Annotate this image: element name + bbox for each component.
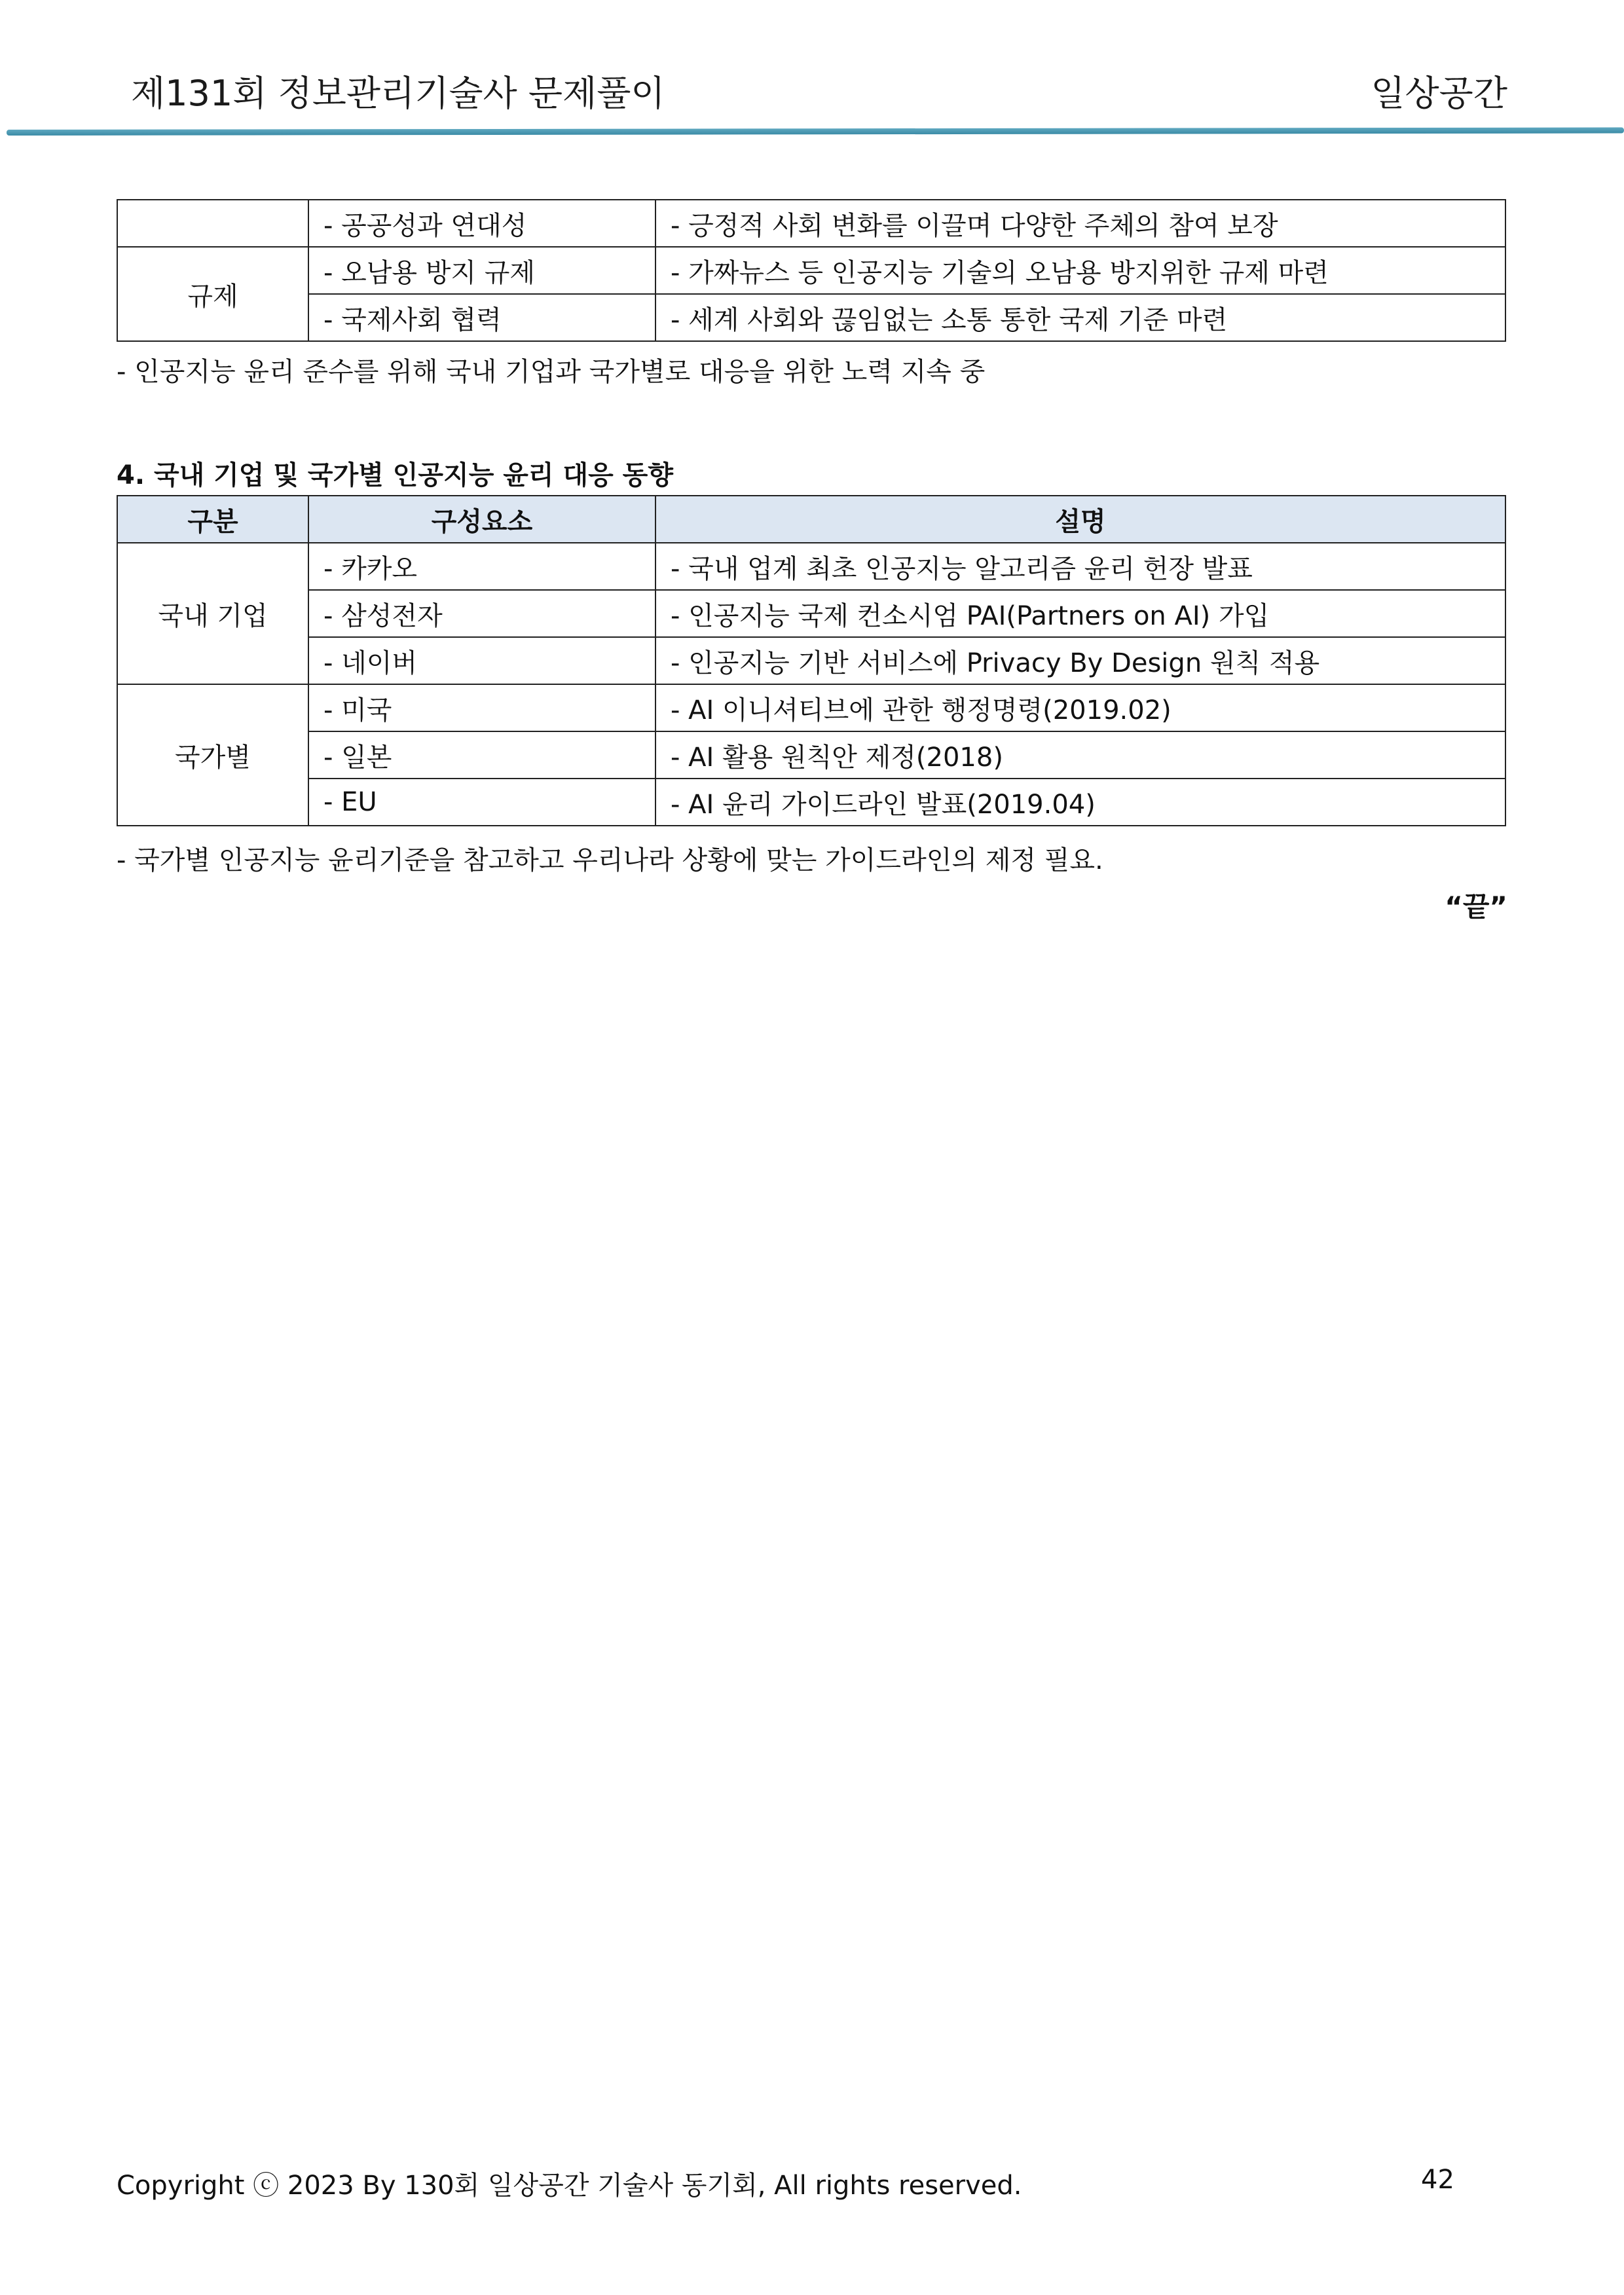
item-cell: - 일본 [308,731,655,779]
header-component: 구성요소 [308,496,655,543]
desc-cell: - 국내 업계 최초 인공지능 알고리즘 윤리 헌장 발표 [655,543,1505,590]
category-cell-country: 국가별 [117,684,308,826]
table-row [117,731,1505,779]
note-paragraph: - 국가별 인공지능 윤리기준을 참고하고 우리나라 상황에 맞는 가이드라인의 제정 필요. [117,845,1103,875]
category-cell: 규제 [117,247,308,341]
header-title: 제131회 정보관리기술사 문제풀이 [131,73,665,114]
table-row [117,590,1505,637]
header-divider [7,128,1624,136]
ai-ethics-trend-table [117,495,1506,826]
desc-cell: - 가짜뉴스 등 인공지능 기술의 오남용 방지위한 규제 마련 [655,247,1505,294]
category-cell-empty [117,200,308,247]
desc-cell: - 긍정적 사회 변화를 이끌며 다양한 주체의 참여 보장 [655,200,1505,247]
desc-cell: - AI 윤리 가이드라인 발표(2019.04) [655,779,1505,826]
item-cell: - 카카오 [308,543,655,590]
item-cell: - 오남용 방지 규제 [308,247,655,294]
desc-cell: - AI 활용 원칙안 제정(2018) [655,731,1505,779]
table-row [117,247,1505,294]
desc-cell: - 세계 사회와 끊임없는 소통 통한 국제 기준 마련 [655,294,1505,341]
item-cell: - 미국 [308,684,655,731]
item-cell: - 공공성과 연대성 [308,200,655,247]
item-cell: - 삼성전자 [308,590,655,637]
desc-cell: - 인공지능 기반 서비스에 Privacy By Design 원칙 적용 [655,637,1505,684]
item-cell: - 네이버 [308,637,655,684]
desc-cell: - AI 이니셔티브에 관한 행정명령(2019.02) [655,684,1505,731]
category-cell-domestic: 국내 기업 [117,543,308,684]
regulation-table [117,199,1506,342]
table-header-row [117,496,1505,543]
item-cell: - 국제사회 협력 [308,294,655,341]
header-brand: 일상공간 [1371,73,1507,114]
header-description: 설명 [655,496,1505,543]
footer-page-number: 42 [1421,2165,1454,2195]
header-category: 구분 [117,496,308,543]
table-row [117,294,1505,341]
table-row [117,779,1505,826]
table-row [117,684,1505,731]
table-row [117,543,1505,590]
item-cell: - EU [308,779,655,826]
section-heading: 4. 국내 기업 및 국가별 인공지능 윤리 대응 동향 [117,460,673,490]
end-mark: “끝” [1445,890,1507,923]
table-row [117,200,1505,247]
desc-cell: - 인공지능 국제 컨소시엄 PAI(Partners on AI) 가입 [655,590,1505,637]
table-row [117,637,1505,684]
footer-copyright: Copyright ⓒ 2023 By 130회 일상공간 기술사 동기회, All rights reserved. [117,2171,1022,2201]
note-paragraph: - 인공지능 윤리 준수를 위해 국내 기업과 국가별로 대응을 위한 노력 지속 중 [117,357,986,387]
